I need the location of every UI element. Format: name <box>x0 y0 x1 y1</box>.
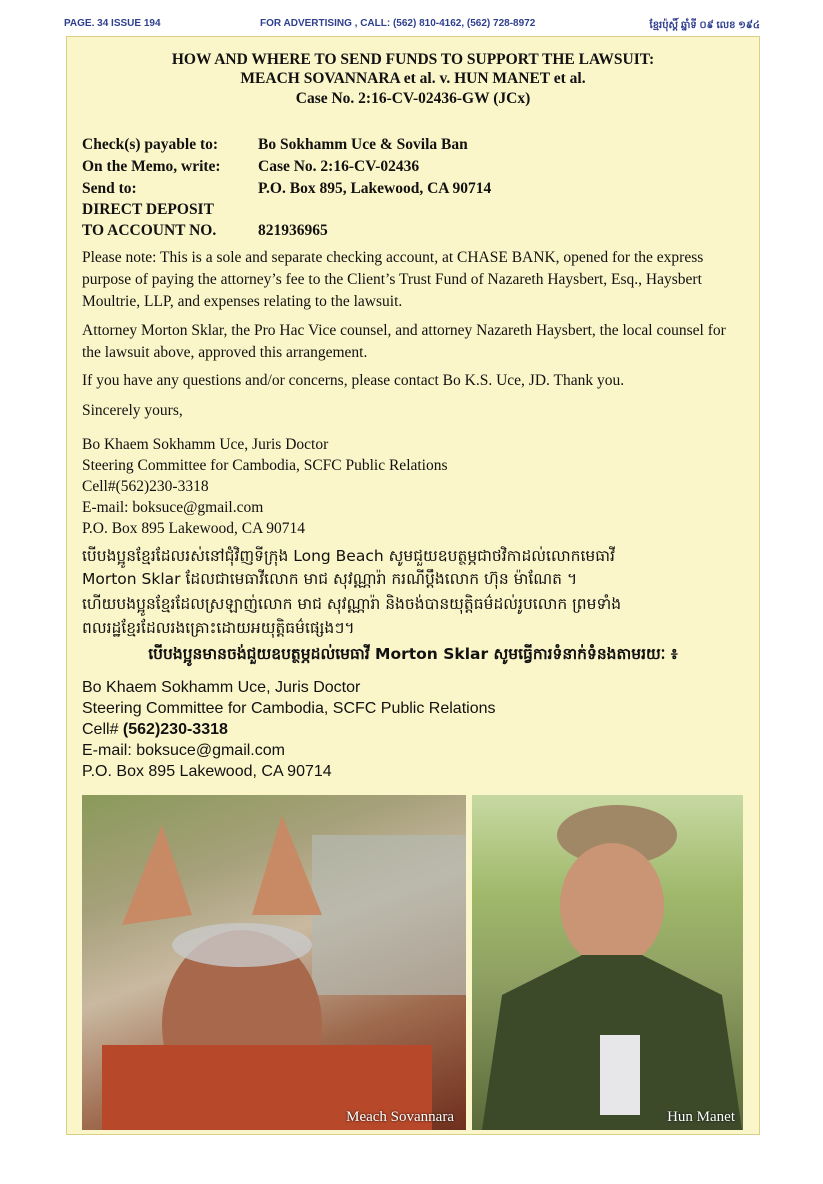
title-line-2: MEACH SOVANNARA et al. v. HUN MANET et al. <box>240 70 586 87</box>
deposit-value: 821936965 <box>258 222 328 239</box>
payable-label: Check(s) payable to: <box>82 136 219 153</box>
signature2-org: Steering Committee for Cambodia, SCFC Public Relations <box>82 700 496 717</box>
signature2-cell-label: Cell# <box>82 721 119 738</box>
signature-email: E-mail: boksuce@gmail.com <box>82 499 264 516</box>
khmer-issue-label: ខ្មែរប៉ុស្ដិ៍ ឆ្នាំទី ០៩ លេខ ១៩៤ <box>649 20 760 31</box>
deposit-label-2: TO ACCOUNT NO. <box>82 222 217 239</box>
signature-cell: Cell#(562)230-3318 <box>82 478 209 495</box>
khmer-line-2: Morton Sklar ដែលជាមេធាវីលោក មាជ សុវណ្ណារ៉ា ករណីប្ដឹងលោក ហ៊ុន ម៉ាណែត ។ <box>82 570 578 588</box>
signature-org: Steering Committee for Cambodia, SCFC Public Relations <box>82 457 448 474</box>
signature2-cell <box>82 719 228 740</box>
signature2-cell-value: (562)230-3318 <box>122 721 228 738</box>
signature2-address: P.O. Box 895 Lakewood, CA 90714 <box>82 763 332 780</box>
photo-hun-manet <box>472 795 743 1130</box>
signature2-name: Bo Khaem Sokhamm Uce, Juris Doctor <box>82 679 361 696</box>
page-issue: PAGE. 34 ISSUE 194 <box>64 18 161 29</box>
title-line-3: Case No. 2:16-CV-02436-GW (JCx) <box>295 90 531 107</box>
approval-paragraph: Attorney Morton Sklar, the Pro Hac Vice counsel, and attorney Nazareth Haysbert, the local counsel for the lawsuit above, approved this arrangement. <box>82 322 726 361</box>
note-paragraph: Please note: This is a sole and separate checking account, at CHASE BANK, opened for the express purpose of paying the attorney’s fee to the Client’s Trust Fund of Nazareth Haysbert, Esq., Haysbert Moultrie, LLP, and expenses relating to the lawsuit. <box>82 249 704 310</box>
signature-address: P.O. Box 895 Lakewood, CA 90714 <box>82 520 306 537</box>
caption-hun-manet: Hun Manet <box>667 1109 735 1125</box>
signature-name: Bo Khaem Sokhamm Uce, Juris Doctor <box>82 436 329 453</box>
payable-value: Bo Sokhamm Uce & Sovila Ban <box>258 136 468 153</box>
photo-right-illustration <box>472 795 743 1130</box>
khmer-line-5: បើបងប្អូនមានចង់ជួយឧបត្ថម្ភដល់មេធាវី Morton Sklar សូមធ្វើការទំនាក់ទំនងតាមរយៈ ៖ <box>148 645 678 663</box>
closing: Sincerely yours, <box>82 402 183 419</box>
memo-label: On the Memo, write: <box>82 158 221 175</box>
khmer-line-4: ពលរដ្ឋខ្មែរដែលរងគ្រោះដោយអយុត្តិធម៌ផ្សេងៗ។ <box>82 619 355 637</box>
title-line-1: HOW AND WHERE TO SEND FUNDS TO SUPPORT THE LAWSUIT: <box>171 51 655 68</box>
send-label: Send to: <box>82 180 137 197</box>
contact-paragraph: If you have any questions and/or concerns, please contact Bo K.S. Uce, JD. Thank you. <box>82 372 625 389</box>
send-value: P.O. Box 895, Lakewood, CA 90714 <box>258 180 492 197</box>
caption-meach-sovannara: Meach Sovannara <box>346 1109 454 1125</box>
deposit-label-1: DIRECT DEPOSIT <box>82 201 214 218</box>
advertising-contact: FOR ADVERTISING , CALL: (562) 810-4162, (562) 728-8972 <box>260 18 536 29</box>
photo-left-illustration <box>82 795 466 1130</box>
khmer-line-1: បើបងប្អូនខ្មែរដែលរស់នៅជុំវិញទីក្រុង Long Beach សូមជួយឧបត្ថម្ភជាថវិកាដល់លោកមេធាវី <box>82 547 615 565</box>
page-header <box>64 18 760 32</box>
photo-meach-sovannara <box>82 795 466 1130</box>
khmer-line-3: ហើយបងប្អូនខ្មែរដែលស្រឡាញ់លោក មាជ សុវណ្ណារ៉ា និងចង់បានយុត្តិធម៌ដល់រូបលោក ព្រមទាំង <box>82 595 622 613</box>
memo-value: Case No. 2:16-CV-02436 <box>258 158 420 175</box>
signature2-email: E-mail: boksuce@gmail.com <box>82 742 285 759</box>
